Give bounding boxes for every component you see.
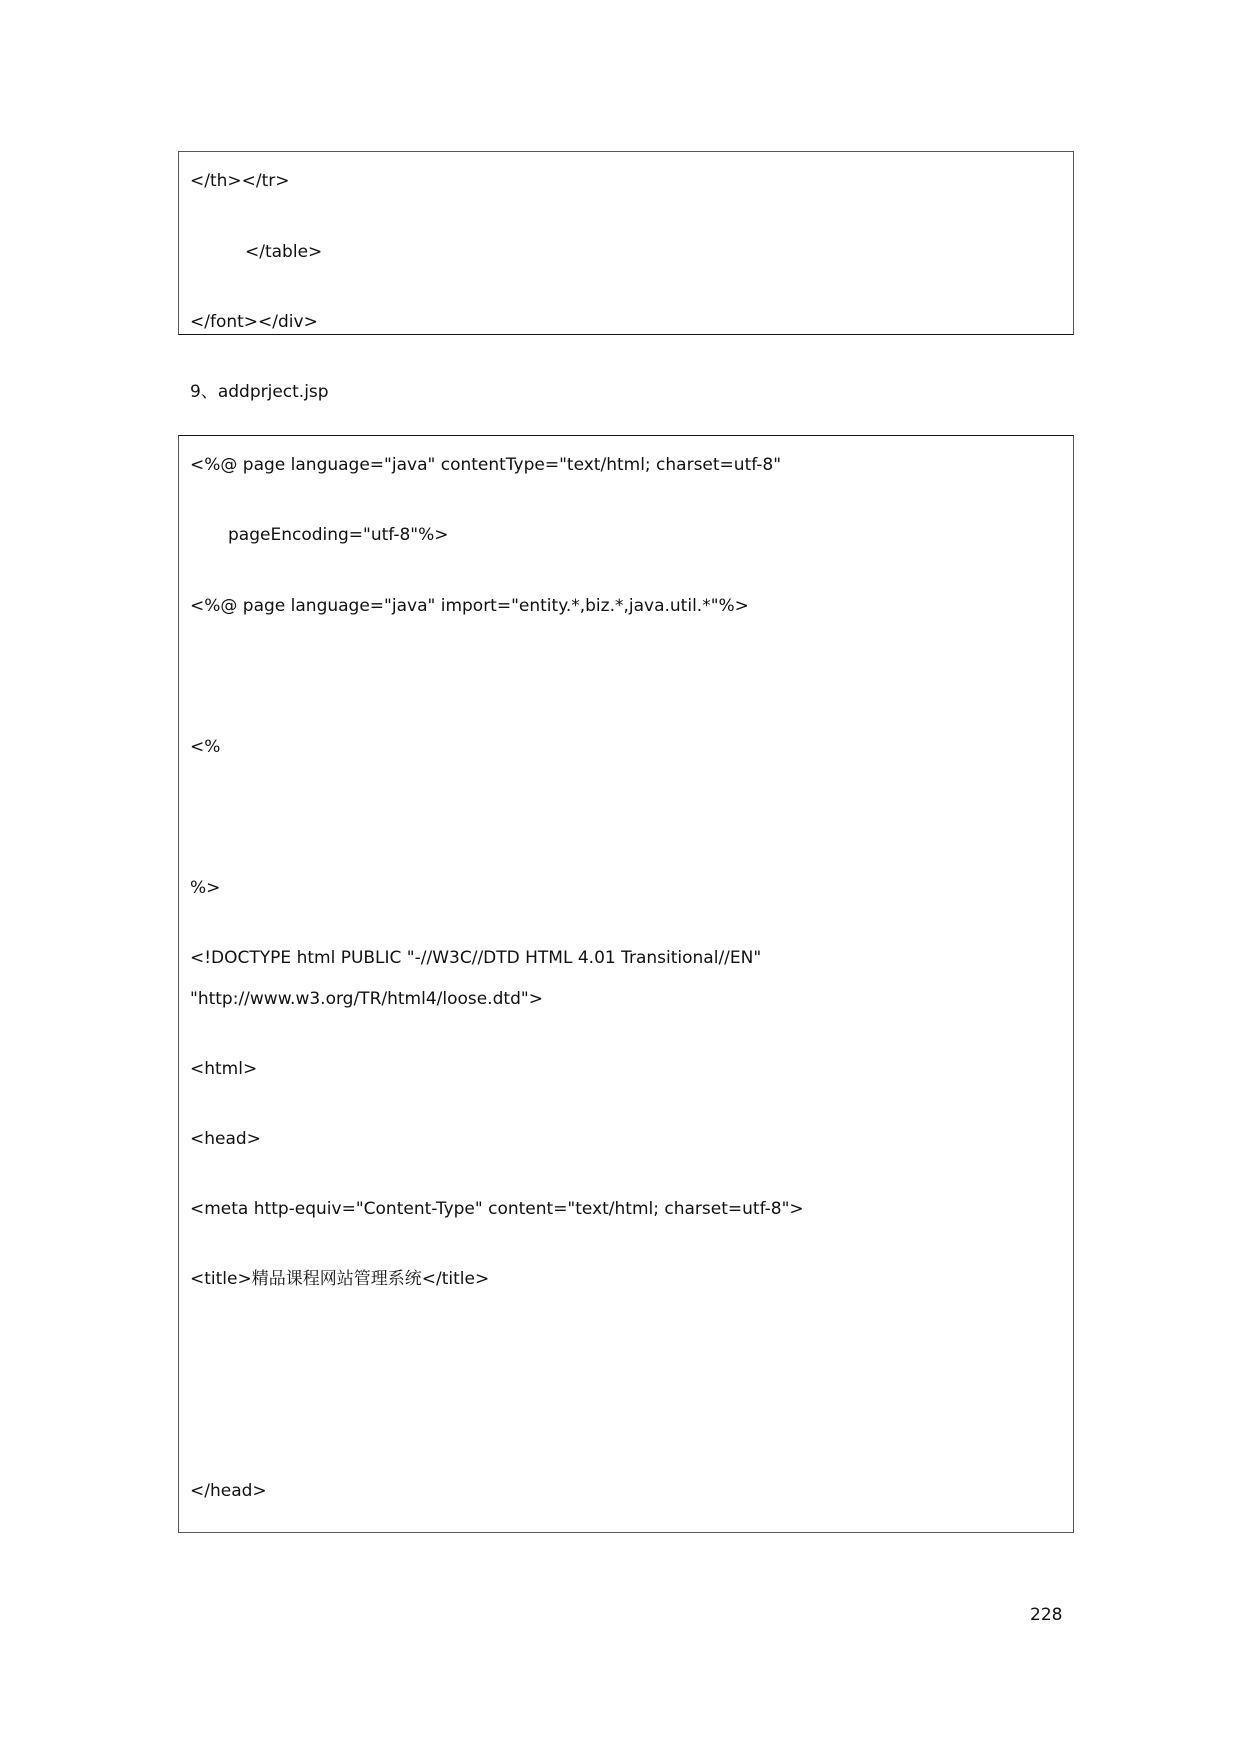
code-line: <%@ page language="java" contentType="text/html; charset=utf-8" bbox=[190, 455, 782, 475]
code-line: </font></div> bbox=[190, 312, 318, 332]
code-line: <html> bbox=[190, 1059, 258, 1079]
page-number: 228 bbox=[1030, 1605, 1063, 1625]
title-text: 精品课程网站管理系统 bbox=[251, 1269, 422, 1289]
code-line: <!DOCTYPE html PUBLIC "-//W3C//DTD HTML 4.01 Transitional//EN" bbox=[190, 948, 762, 968]
title-open-tag: <title> bbox=[190, 1269, 252, 1289]
code-line: <head> bbox=[190, 1129, 261, 1149]
code-line: </head> bbox=[190, 1481, 267, 1501]
section-heading: 9、addprject.jsp bbox=[190, 382, 329, 402]
code-line-title bbox=[190, 1268, 489, 1290]
code-line: pageEncoding="utf-8"%> bbox=[228, 525, 449, 545]
code-line: <%@ page language="java" import="entity.*,biz.*,java.util.*"%> bbox=[190, 596, 749, 616]
code-line: </table> bbox=[245, 242, 323, 262]
code-line: <% bbox=[190, 737, 221, 757]
code-line: </th></tr> bbox=[190, 171, 290, 191]
title-close-tag: </title> bbox=[421, 1269, 490, 1289]
code-line: <meta http-equiv="Content-Type" content="text/html; charset=utf-8"> bbox=[190, 1199, 804, 1219]
code-line: %> bbox=[190, 878, 221, 898]
code-line: "http://www.w3.org/TR/html4/loose.dtd"> bbox=[190, 989, 543, 1009]
